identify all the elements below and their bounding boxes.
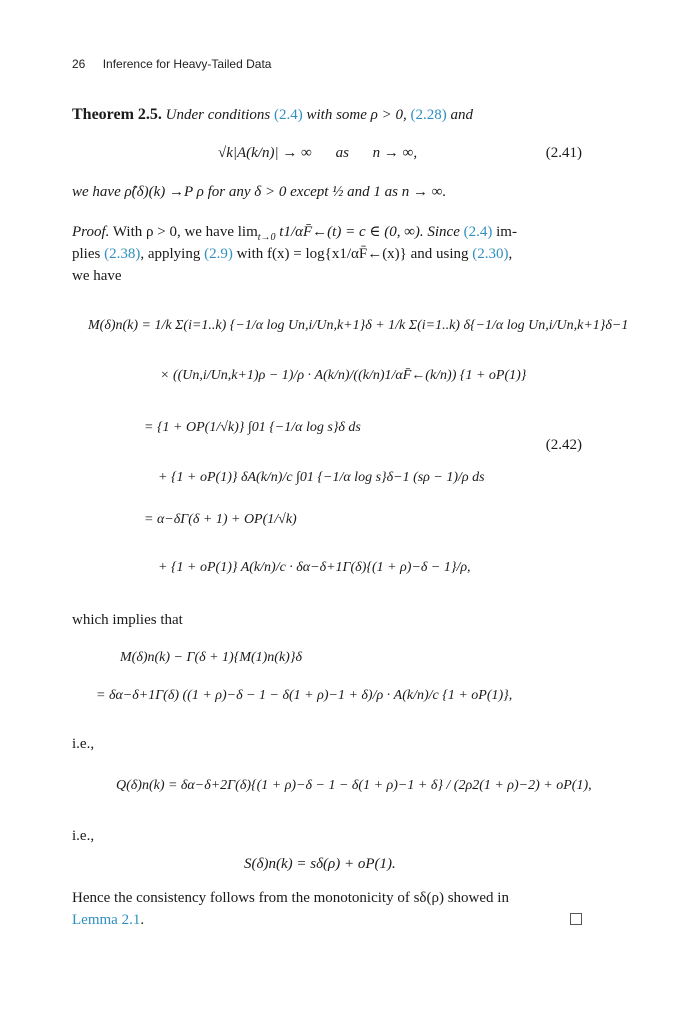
equation-link[interactable]: (2.4): [274, 107, 303, 123]
equation-s: S(δ)n(k) = sδ(ρ) + oP(1).: [244, 856, 396, 872]
equation-number: (2.41): [545, 145, 582, 161]
equation-2-42-row1: M(δ)n(k) = 1/k Σ(i=1..k) {−1/α log Un,i/Un,k+1}δ + 1/k Σ(i=1..k) δ{−1/α log Un,i/Un,k+1}δ−1: [88, 318, 629, 333]
qed-box-icon: [570, 913, 582, 925]
equation-link[interactable]: (2.28): [410, 107, 447, 123]
running-title: Inference for Heavy-Tailed Data: [102, 57, 272, 71]
closing-text: Hence the consistency follows from the monotonicity of sδ(ρ) showed in: [72, 890, 509, 906]
paragraph-text: i.e.,: [72, 736, 95, 752]
equation-lhs: √k|A(k/n)| → ∞: [218, 145, 312, 161]
equation-m-row2: = δα−δ+1Γ(δ) ((1 + ρ)−δ − 1 − δ(1 + ρ)−1 + δ)/ρ · A(k/n)/c {1 + oP(1)},: [96, 688, 513, 703]
theorem-label: Theorem 2.5.: [72, 106, 162, 123]
equation-2-42-row4: + {1 + oP(1)} δA(k/n)/c ∫01 {−1/α log s}δ−1 (sρ − 1)/ρ ds: [158, 470, 485, 485]
closing-line: [72, 910, 582, 930]
equation-link[interactable]: (2.38): [104, 246, 141, 262]
equation-2-42-row5: = α−δΓ(δ + 1) + OP(1/√k): [144, 512, 297, 527]
lemma-link[interactable]: Lemma 2.1: [72, 912, 141, 928]
equation-m-row1: M(δ)n(k) − Γ(δ + 1){M(1)n(k)}δ: [120, 650, 302, 665]
proof-label: Proof.: [72, 224, 110, 240]
equation-2-42-row3: = {1 + OP(1/√k)} ∫01 {−1/α log s}δ ds: [144, 420, 361, 435]
theorem-conclusion: we have ρ̂(δ)(k) →P ρ for any δ > 0 except ½ and 1 as n → ∞.: [72, 184, 447, 200]
proof-line: [72, 244, 582, 264]
paragraph-text: i.e.,: [72, 828, 95, 844]
proof-subscript: t→0: [257, 232, 276, 243]
closing-text: .: [140, 912, 145, 928]
equation-2-42-row6: + {1 + oP(1)} A(k/n)/c · δα−δ+1Γ(δ){(1 + ρ)−δ − 1}/ρ,: [158, 560, 471, 575]
equation-link[interactable]: (2.9): [204, 246, 233, 262]
equation-q: Q(δ)n(k) = δα−δ+2Γ(δ){(1 + ρ)−δ − 1 − δ(1 + ρ)−1 + δ} / (2ρ2(1 + ρ)−2) + oP(1),: [116, 778, 592, 793]
proof-line: we have: [72, 268, 122, 284]
equation-link[interactable]: (2.4): [463, 224, 493, 240]
paragraph-text: which implies that: [72, 612, 183, 628]
proof-text: with f(x) = log{x1/αF̄←(x)} and using: [236, 246, 469, 262]
equation-rhs: n → ∞,: [372, 145, 418, 161]
theorem-text: Under conditions: [165, 107, 271, 123]
theorem-text: and: [450, 107, 473, 123]
closing-line: [72, 888, 582, 908]
page-number: 26: [72, 57, 86, 71]
proof-text: im-: [496, 224, 517, 240]
equation-number: (2.42): [545, 437, 582, 453]
equation-2-42-row2: × ((Un,i/Un,k+1)ρ − 1)/ρ · A(k/n)/((k/n)1/αF̄←(k/n)) {1 + oP(1)}: [160, 368, 527, 383]
equation-2-41: [218, 145, 417, 162]
proof-text: With ρ > 0, we have lim: [112, 224, 258, 240]
proof-text: t1/αF̄←(t) = c ∈ (0, ∞). Since: [279, 224, 460, 240]
theorem-text: with some ρ > 0,: [306, 107, 407, 123]
running-header: [72, 57, 271, 71]
theorem-statement: [72, 105, 582, 125]
proof-text: plies: [72, 246, 101, 262]
equation-as: as: [335, 145, 349, 161]
proof-text: , applying: [140, 246, 201, 262]
equation-link[interactable]: (2.30): [472, 246, 509, 262]
proof-text: ,: [508, 246, 513, 262]
